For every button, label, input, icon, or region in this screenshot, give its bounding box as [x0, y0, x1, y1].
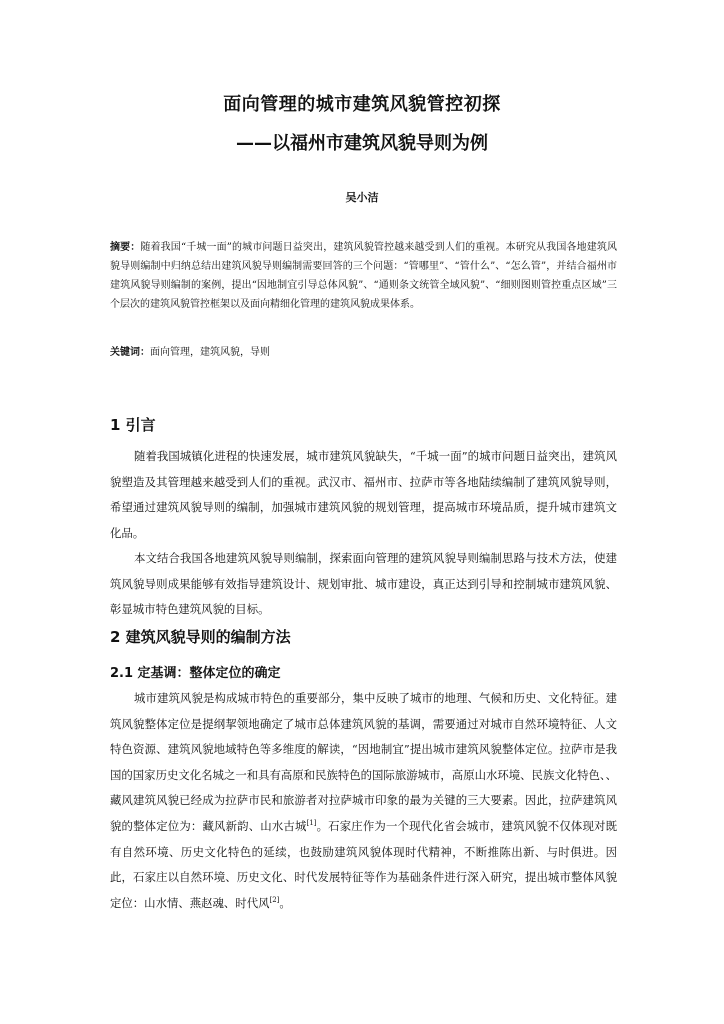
- abstract: [110, 238, 617, 314]
- paragraph-text-b: 。石家庄作为一个现代化省会城市，建筑风貌不仅体现对既有自然环境、历史文化特色的延续，也鼓励建筑风貌体现时代精神，不断推陈出新、与时俱进。因此，石家庄以自然环境、历史文化、时代发展特征等作为基础条件进行深入研究，提出城市整体风貌定位：山水情、燕赵魂、时代风: [110, 818, 617, 910]
- section-1-paragraph-1: 随着我国城镇化进程的快速发展，城市建筑风貌缺失，“千城一面”的城市问题日益突出，建筑风貌塑造及其管理越来越受到人们的重视。武汉市、福州市、拉萨市等各地陆续编制了建筑风貌导则，希望通过建筑风貌导则的编制，加强城市建筑风貌的规划管理，提高城市环境品质，提升城市建筑文化品。: [110, 449, 617, 540]
- section-2-1-paragraph-1: [110, 686, 617, 916]
- keywords-text: 面向管理，建筑风貌，导则: [150, 347, 270, 358]
- abstract-label: 摘要：: [110, 242, 141, 253]
- keywords: [110, 343, 617, 362]
- paragraph-text-a: 城市建筑风貌是构成城市特色的重要部分，集中反映了城市的地理、气候和历史、文化特征。建筑风貌整体定位是提纲挈领地确定了城市总体建筑风貌的基调，需要通过对城市自然环境特征、人文特色资源、建筑风貌地域特色等多维度的解读，“因地制宜”提出城市建筑风貌整体定位。拉萨市是我国的国家历史文化名城之一和具有高原和民族特色的国际旅游城市，高原山水环境、民族文化特色、、藏风建筑风貌已经成为拉萨市民和旅游者对拉萨城市印象的最为关键的三大要素。因此，拉萨建筑风貌的整体定位为：藏风新韵、山水古城: [110, 691, 617, 833]
- paper-subtitle: ——以福州市建筑风貌导则为例: [236, 133, 488, 154]
- section-1-paragraph-2: 本文结合我国各地建筑风貌导则编制，探索面向管理的建筑风貌导则编制思路与技术方法，使建筑风貌导则成果能够有效指导建筑设计、规划审批、城市建设，真正达到引导和控制城市建筑风貌、彰显城市特色建筑风貌的目标。: [110, 551, 617, 617]
- author-name: 吴小洁: [345, 191, 379, 204]
- section-1-heading: 1 引言: [110, 416, 156, 434]
- paper-title: 面向管理的城市建筑风貌管控初探: [223, 94, 501, 115]
- section-2-1-heading: 2.1 定基调：整体定位的确定: [110, 666, 281, 681]
- paragraph-text-c: 。: [279, 895, 291, 910]
- citation-ref-2: [2]: [269, 895, 280, 904]
- citation-ref-1: [1]: [306, 819, 317, 828]
- section-2-heading: 2 建筑风貌导则的编制方法: [110, 628, 291, 646]
- keywords-label: 关键词：: [110, 347, 150, 358]
- abstract-text: 随着我国“千城一面”的城市问题日益突出，建筑风貌管控越来越受到人们的重视。本研究从我国各地建筑风貌导则编制中归纳总结出建筑风貌导则编制需要回答的三个问题：“管哪里”、“管什么”、“怎么管”，并结合福州市建筑风貌导则编制的案例，提出“因地制宜引导总体风貌”、“通则条文统管全域风貌”、“细则图则管控重点区域”三个层次的建筑风貌管控框架以及面向精细化管理的建筑风貌成果体系。: [110, 242, 617, 310]
